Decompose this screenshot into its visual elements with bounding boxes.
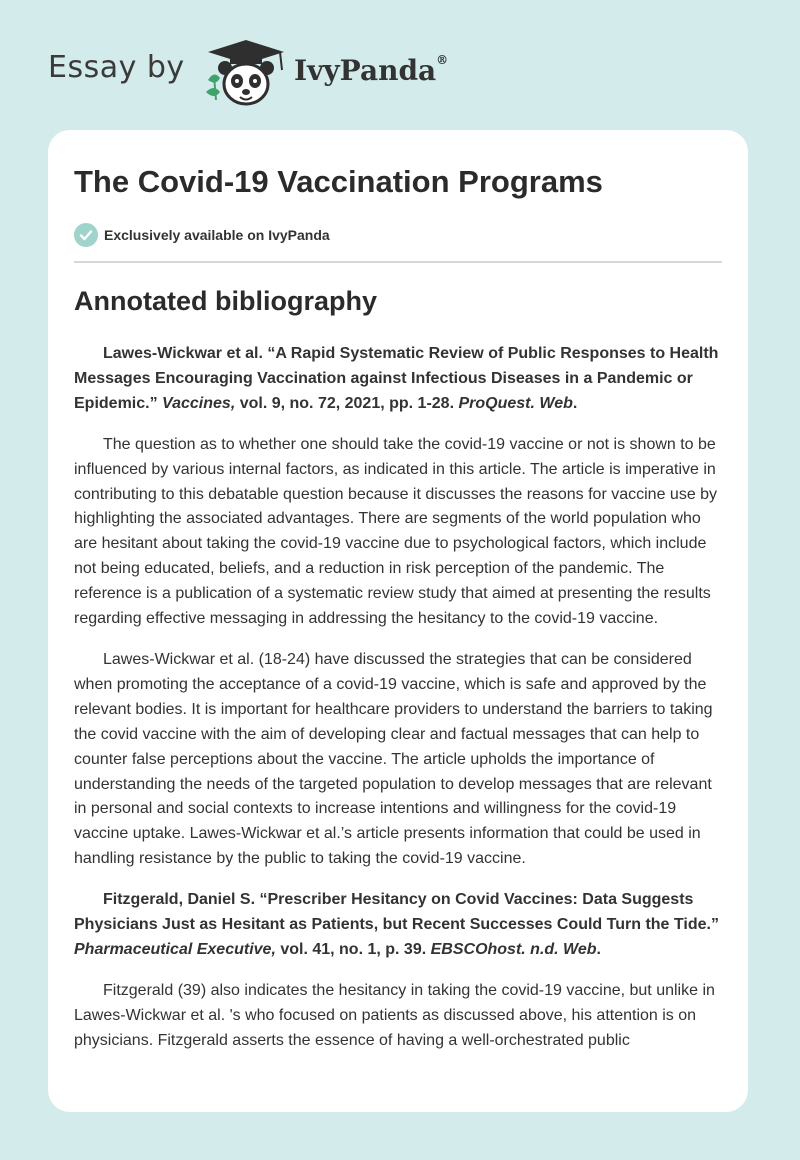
divider bbox=[74, 261, 722, 263]
badge-label: Exclusively available on IvyPanda bbox=[104, 227, 330, 243]
reference-entry: Fitzgerald, Daniel S. “Prescriber Hesitancy on Covid Vaccines: Data Suggests Physicians Just as Hesitant as Patients, but Recent Successes Could Turn the Tide.” Pharmaceutical Executive, vol. 41, no. 1, p. 39. EBSCOhost. n.d. Web. bbox=[74, 891, 719, 958]
panda-logo-icon[interactable] bbox=[200, 36, 292, 108]
page-title: The Covid-19 Vaccination Programs bbox=[74, 164, 603, 199]
reference-entry: Lawes-Wickwar et al. “A Rapid Systematic Review of Public Responses to Health Messages Encouraging Vaccination against Infectious Diseases in a Pandemic or Epidemic.” Vaccines, vol. 9, no. 72, 2021, pp. 1-28. ProQuest. Web. bbox=[74, 345, 719, 412]
paragraph: Lawes-Wickwar et al. (18-24) have discussed the strategies that can be considered when promoting the acceptance of a covid-19 vaccine, which is safe and approved by the relevant bodies. It is important for healthcare providers to understand the barriers to taking the covid vaccine with the aim of developing clear and factual messages that can help to counter false perceptions about the vaccine. The article upholds the importance of understanding the needs of the targeted population to develop messages that are relevant in personal and social contexts to increase intentions and willingness for the covid-19 vaccine uptake. Lawes-Wickwar et al.’s article presents information that could be used in handling resistance by the public to taking the covid-19 vaccine. bbox=[74, 650, 713, 868]
section-title: Annotated bibliography bbox=[74, 286, 377, 316]
paragraph: The question as to whether one should take the covid-19 vaccine or not is shown to be influenced by various internal factors, as indicated in this article. The article is imperative in contributing to this debatable question because it discusses the reasons for vaccine use by highlighting the associated advantages. There are segments of the world population who are hesitant about taking the covid-19 vaccine due to psychological factors, which include not being educated, beliefs, and a reduction in risk perception of the pandemic. The reference is a publication of a systematic review study that aimed at presenting the results regarding effective messaging in addressing the hesitancy to the covid-19 vaccine. bbox=[74, 435, 718, 628]
essay-card bbox=[48, 130, 748, 1112]
essay-body bbox=[74, 342, 722, 1070]
brand-prefix: Essay by bbox=[48, 50, 185, 85]
registered-mark: ® bbox=[436, 52, 449, 67]
check-icon bbox=[74, 223, 98, 247]
paragraph: Fitzgerald (39) also indicates the hesitancy in taking the covid-19 vaccine, but unlike in Lawes-Wickwar et al. 's who focused on patients as discussed above, his attention is on physicians. Fitzgerald asserts the essence of having a well-orchestrated public bbox=[74, 981, 715, 1049]
brand-name[interactable]: IvyPanda® bbox=[294, 52, 449, 87]
site-header bbox=[0, 0, 800, 130]
exclusive-badge bbox=[74, 222, 330, 248]
